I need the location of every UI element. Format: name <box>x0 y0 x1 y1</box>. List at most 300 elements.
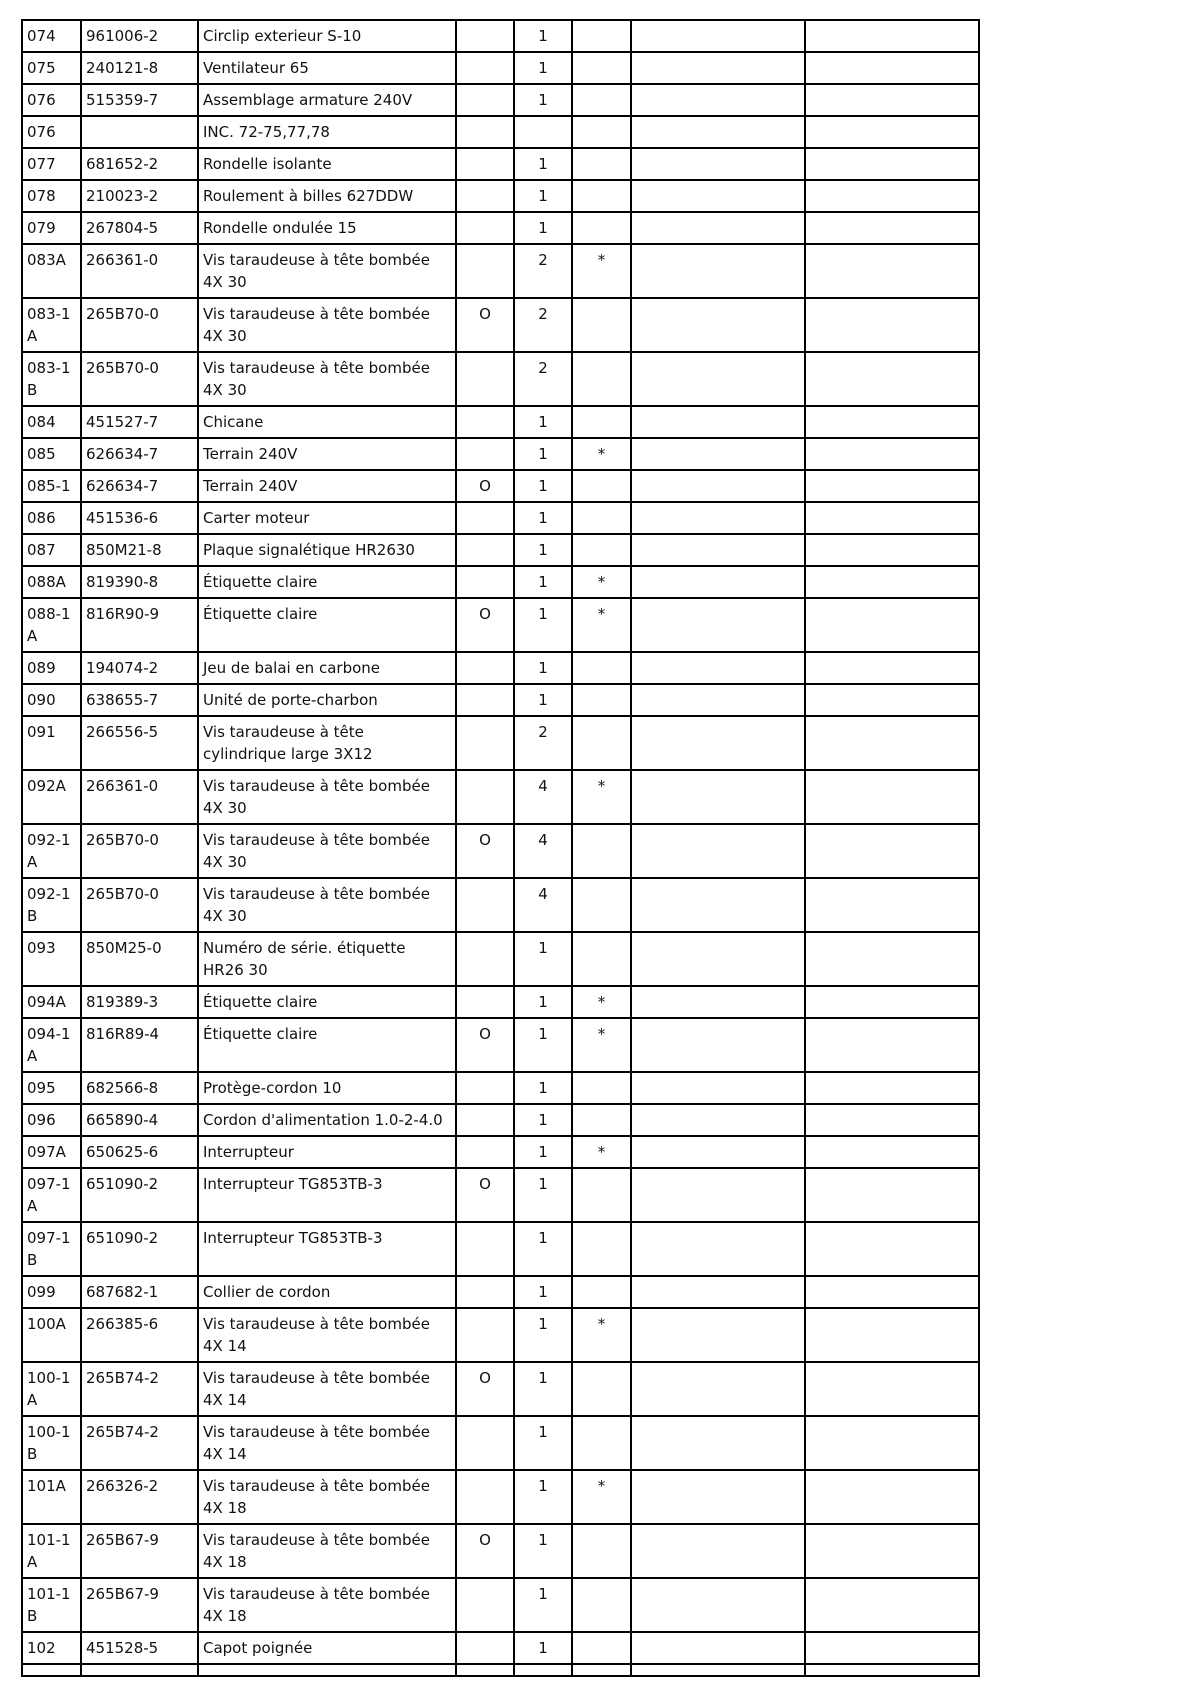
blank-cell-b <box>805 470 979 502</box>
quantity-cell: 1 <box>514 438 572 470</box>
option-cell <box>456 1416 514 1470</box>
description-cell: Étiquette claire <box>198 986 456 1018</box>
option-cell: O <box>456 470 514 502</box>
item-number-cell: 097-1 A <box>22 1168 81 1222</box>
option-cell <box>456 770 514 824</box>
option-cell <box>456 534 514 566</box>
quantity-cell: 1 <box>514 470 572 502</box>
item-number-cell: 088A <box>22 566 81 598</box>
option-cell <box>456 1136 514 1168</box>
item-number-cell: 100-1 A <box>22 1362 81 1416</box>
item-number-cell: 085 <box>22 438 81 470</box>
quantity-cell: 1 <box>514 502 572 534</box>
note-mark-cell <box>572 1578 631 1632</box>
note-mark-cell: * <box>572 1018 631 1072</box>
blank-cell-a <box>631 770 805 824</box>
item-number-cell: 085-1 <box>22 470 81 502</box>
table-row <box>22 534 979 566</box>
note-mark-cell <box>572 352 631 406</box>
blank-cell-a <box>631 1072 805 1104</box>
table-row <box>22 52 979 84</box>
blank-cell-a <box>631 566 805 598</box>
blank-cell-a <box>631 1524 805 1578</box>
blank-cell-b <box>805 1664 979 1676</box>
table-row <box>22 1276 979 1308</box>
blank-cell-a <box>631 438 805 470</box>
note-mark-cell <box>572 84 631 116</box>
description-cell: Vis taraudeuse à tête bombée 4X 14 <box>198 1362 456 1416</box>
blank-cell-a <box>631 1308 805 1362</box>
item-number-cell: 092A <box>22 770 81 824</box>
item-number-cell: 088-1 A <box>22 598 81 652</box>
quantity-cell: 1 <box>514 52 572 84</box>
table-row <box>22 878 979 932</box>
table-row <box>22 470 979 502</box>
blank-cell-b <box>805 598 979 652</box>
table-row <box>22 116 979 148</box>
description-cell: Étiquette claire <box>198 566 456 598</box>
description-cell: Assemblage armature 240V <box>198 84 456 116</box>
option-cell <box>456 352 514 406</box>
table-row <box>22 1632 979 1664</box>
blank-cell-b <box>805 566 979 598</box>
part-number-cell: 265B74-2 <box>81 1416 198 1470</box>
item-number-cell <box>22 1664 81 1676</box>
blank-cell-b <box>805 84 979 116</box>
table-row <box>22 502 979 534</box>
option-cell <box>456 1308 514 1362</box>
part-number-cell: 451527-7 <box>81 406 198 438</box>
blank-cell-b <box>805 986 979 1018</box>
blank-cell-a <box>631 932 805 986</box>
blank-cell-a <box>631 84 805 116</box>
note-mark-cell: * <box>572 1470 631 1524</box>
note-mark-cell: * <box>572 244 631 298</box>
description-cell: Carter moteur <box>198 502 456 534</box>
option-cell <box>456 148 514 180</box>
blank-cell-b <box>805 824 979 878</box>
quantity-cell: 2 <box>514 352 572 406</box>
note-mark-cell <box>572 878 631 932</box>
description-cell: Rondelle ondulée 15 <box>198 212 456 244</box>
description-cell: Interrupteur TG853TB-3 <box>198 1222 456 1276</box>
quantity-cell: 1 <box>514 1136 572 1168</box>
part-number-cell: 626634-7 <box>81 438 198 470</box>
part-number-cell: 266361-0 <box>81 770 198 824</box>
part-number-cell: 638655-7 <box>81 684 198 716</box>
option-cell <box>456 1664 514 1676</box>
table-row <box>22 1104 979 1136</box>
option-cell: O <box>456 598 514 652</box>
blank-cell-b <box>805 1276 979 1308</box>
description-cell: Cordon d'alimentation 1.0-2-4.0 <box>198 1104 456 1136</box>
quantity-cell: 1 <box>514 932 572 986</box>
note-mark-cell <box>572 1664 631 1676</box>
option-cell <box>456 1276 514 1308</box>
table-row <box>22 598 979 652</box>
part-number-cell: 651090-2 <box>81 1222 198 1276</box>
option-cell: O <box>456 1018 514 1072</box>
table-row <box>22 1524 979 1578</box>
note-mark-cell: * <box>572 438 631 470</box>
blank-cell-a <box>631 20 805 52</box>
blank-cell-a <box>631 652 805 684</box>
description-cell: Étiquette claire <box>198 598 456 652</box>
part-number-cell: 194074-2 <box>81 652 198 684</box>
option-cell <box>456 1104 514 1136</box>
description-cell: Vis taraudeuse à tête bombée 4X 18 <box>198 1470 456 1524</box>
note-mark-cell <box>572 1362 631 1416</box>
quantity-cell: 1 <box>514 534 572 566</box>
quantity-cell: 1 <box>514 1416 572 1470</box>
quantity-cell: 1 <box>514 652 572 684</box>
blank-cell-b <box>805 652 979 684</box>
description-cell: Étiquette claire <box>198 1018 456 1072</box>
description-cell: Vis taraudeuse à tête bombée 4X 14 <box>198 1308 456 1362</box>
description-cell: Jeu de balai en carbone <box>198 652 456 684</box>
quantity-cell: 2 <box>514 716 572 770</box>
item-number-cell: 079 <box>22 212 81 244</box>
quantity-cell: 1 <box>514 1072 572 1104</box>
option-cell <box>456 878 514 932</box>
table-row <box>22 84 979 116</box>
blank-cell-a <box>631 244 805 298</box>
blank-cell-a <box>631 824 805 878</box>
table-row <box>22 1362 979 1416</box>
note-mark-cell: * <box>572 1136 631 1168</box>
blank-cell-a <box>631 1276 805 1308</box>
item-number-cell: 097-1 B <box>22 1222 81 1276</box>
blank-cell-a <box>631 352 805 406</box>
blank-cell-b <box>805 878 979 932</box>
note-mark-cell <box>572 52 631 84</box>
note-mark-cell <box>572 534 631 566</box>
item-number-cell: 101A <box>22 1470 81 1524</box>
quantity-cell: 1 <box>514 84 572 116</box>
part-number-cell: 210023-2 <box>81 180 198 212</box>
description-cell: Vis taraudeuse à tête cylindrique large 3X12 <box>198 716 456 770</box>
description-cell: Numéro de série. étiquette HR26 30 <box>198 932 456 986</box>
item-number-cell: 077 <box>22 148 81 180</box>
blank-cell-b <box>805 148 979 180</box>
quantity-cell: 1 <box>514 1018 572 1072</box>
quantity-cell: 1 <box>514 598 572 652</box>
description-cell: Vis taraudeuse à tête bombée 4X 30 <box>198 878 456 932</box>
part-number-cell: 265B70-0 <box>81 824 198 878</box>
quantity-cell <box>514 116 572 148</box>
description-cell: Vis taraudeuse à tête bombée 4X 30 <box>198 298 456 352</box>
quantity-cell: 4 <box>514 824 572 878</box>
part-number-cell: 515359-7 <box>81 84 198 116</box>
table-row <box>22 1072 979 1104</box>
part-number-cell: 266385-6 <box>81 1308 198 1362</box>
option-cell <box>456 244 514 298</box>
part-number-cell <box>81 1664 198 1676</box>
option-cell <box>456 1072 514 1104</box>
note-mark-cell <box>572 470 631 502</box>
item-number-cell: 100-1 B <box>22 1416 81 1470</box>
item-number-cell: 084 <box>22 406 81 438</box>
option-cell <box>456 566 514 598</box>
part-number-cell: 816R90-9 <box>81 598 198 652</box>
blank-cell-b <box>805 116 979 148</box>
table-row <box>22 180 979 212</box>
blank-cell-b <box>805 1578 979 1632</box>
part-number-cell: 650625-6 <box>81 1136 198 1168</box>
blank-cell-a <box>631 148 805 180</box>
option-cell <box>456 212 514 244</box>
part-number-cell: 266361-0 <box>81 244 198 298</box>
item-number-cell: 090 <box>22 684 81 716</box>
table-row <box>22 684 979 716</box>
part-number-cell: 265B67-9 <box>81 1524 198 1578</box>
item-number-cell: 089 <box>22 652 81 684</box>
blank-cell-a <box>631 406 805 438</box>
parts-table <box>21 19 980 1677</box>
item-number-cell: 086 <box>22 502 81 534</box>
item-number-cell: 095 <box>22 1072 81 1104</box>
blank-cell-a <box>631 212 805 244</box>
note-mark-cell <box>572 1632 631 1664</box>
table-row <box>22 566 979 598</box>
option-cell <box>456 716 514 770</box>
blank-cell-b <box>805 352 979 406</box>
item-number-cell: 092-1 B <box>22 878 81 932</box>
quantity-cell: 1 <box>514 212 572 244</box>
blank-cell-b <box>805 1136 979 1168</box>
blank-cell-b <box>805 534 979 566</box>
item-number-cell: 101-1 A <box>22 1524 81 1578</box>
note-mark-cell <box>572 1222 631 1276</box>
blank-cell-b <box>805 932 979 986</box>
part-number-cell: 240121-8 <box>81 52 198 84</box>
blank-cell-a <box>631 116 805 148</box>
table-row <box>22 1578 979 1632</box>
note-mark-cell <box>572 180 631 212</box>
part-number-cell: 451528-5 <box>81 1632 198 1664</box>
item-number-cell: 099 <box>22 1276 81 1308</box>
option-cell <box>456 684 514 716</box>
table-row <box>22 1168 979 1222</box>
note-mark-cell <box>572 1168 631 1222</box>
description-cell: Circlip exterieur S-10 <box>198 20 456 52</box>
note-mark-cell <box>572 116 631 148</box>
option-cell <box>456 1470 514 1524</box>
part-number-cell: 265B70-0 <box>81 352 198 406</box>
part-number-cell: 265B70-0 <box>81 878 198 932</box>
part-number-cell: 816R89-4 <box>81 1018 198 1072</box>
blank-cell-b <box>805 1168 979 1222</box>
quantity-cell: 1 <box>514 1632 572 1664</box>
blank-cell-b <box>805 52 979 84</box>
blank-cell-b <box>805 1470 979 1524</box>
parts-table-body <box>22 20 979 1676</box>
option-cell <box>456 116 514 148</box>
blank-cell-a <box>631 1632 805 1664</box>
note-mark-cell <box>572 1072 631 1104</box>
part-number-cell: 850M21-8 <box>81 534 198 566</box>
table-row <box>22 652 979 684</box>
blank-cell-a <box>631 1018 805 1072</box>
quantity-cell: 2 <box>514 244 572 298</box>
blank-cell-b <box>805 1524 979 1578</box>
part-number-cell: 819389-3 <box>81 986 198 1018</box>
description-cell <box>198 1664 456 1676</box>
blank-cell-b <box>805 180 979 212</box>
table-row <box>22 1470 979 1524</box>
table-row <box>22 1018 979 1072</box>
part-number-cell: 265B67-9 <box>81 1578 198 1632</box>
blank-cell-a <box>631 986 805 1018</box>
description-cell: Vis taraudeuse à tête bombée 4X 14 <box>198 1416 456 1470</box>
blank-cell-a <box>631 502 805 534</box>
part-number-cell: 451536-6 <box>81 502 198 534</box>
quantity-cell: 4 <box>514 878 572 932</box>
item-number-cell: 087 <box>22 534 81 566</box>
blank-cell-a <box>631 1664 805 1676</box>
option-cell <box>456 932 514 986</box>
description-cell: Ventilateur 65 <box>198 52 456 84</box>
description-cell: Vis taraudeuse à tête bombée 4X 30 <box>198 824 456 878</box>
blank-cell-a <box>631 598 805 652</box>
part-number-cell: 265B70-0 <box>81 298 198 352</box>
option-cell: O <box>456 824 514 878</box>
item-number-cell: 097A <box>22 1136 81 1168</box>
option-cell <box>456 986 514 1018</box>
blank-cell-b <box>805 1018 979 1072</box>
note-mark-cell <box>572 1104 631 1136</box>
table-row <box>22 770 979 824</box>
blank-cell-a <box>631 1578 805 1632</box>
item-number-cell: 094A <box>22 986 81 1018</box>
description-cell: Plaque signalétique HR2630 <box>198 534 456 566</box>
option-cell <box>456 1578 514 1632</box>
part-number-cell: 687682-1 <box>81 1276 198 1308</box>
note-mark-cell: * <box>572 1308 631 1362</box>
part-number-cell: 266556-5 <box>81 716 198 770</box>
quantity-cell: 1 <box>514 406 572 438</box>
part-number-cell: 651090-2 <box>81 1168 198 1222</box>
part-number-cell: 850M25-0 <box>81 932 198 986</box>
blank-cell-b <box>805 1104 979 1136</box>
blank-cell-b <box>805 438 979 470</box>
table-row <box>22 716 979 770</box>
table-row <box>22 1308 979 1362</box>
part-number-cell: 265B74-2 <box>81 1362 198 1416</box>
blank-cell-a <box>631 470 805 502</box>
blank-cell-b <box>805 684 979 716</box>
blank-cell-a <box>631 1416 805 1470</box>
blank-cell-b <box>805 716 979 770</box>
table-row <box>22 212 979 244</box>
note-mark-cell <box>572 148 631 180</box>
description-cell: Interrupteur TG853TB-3 <box>198 1168 456 1222</box>
blank-cell-b <box>805 1222 979 1276</box>
item-number-cell: 075 <box>22 52 81 84</box>
description-cell: Chicane <box>198 406 456 438</box>
part-number-cell: 665890-4 <box>81 1104 198 1136</box>
quantity-cell: 1 <box>514 1362 572 1416</box>
blank-cell-b <box>805 1362 979 1416</box>
note-mark-cell <box>572 1524 631 1578</box>
description-cell: Interrupteur <box>198 1136 456 1168</box>
item-number-cell: 076 <box>22 116 81 148</box>
part-number-cell <box>81 116 198 148</box>
blank-cell-a <box>631 1470 805 1524</box>
blank-cell-a <box>631 1168 805 1222</box>
note-mark-cell <box>572 684 631 716</box>
note-mark-cell <box>572 716 631 770</box>
part-number-cell: 961006-2 <box>81 20 198 52</box>
blank-cell-b <box>805 1416 979 1470</box>
note-mark-cell <box>572 824 631 878</box>
note-mark-cell <box>572 212 631 244</box>
table-row <box>22 148 979 180</box>
part-number-cell: 626634-7 <box>81 470 198 502</box>
description-cell: Vis taraudeuse à tête bombée 4X 30 <box>198 352 456 406</box>
item-number-cell: 096 <box>22 1104 81 1136</box>
item-number-cell: 093 <box>22 932 81 986</box>
option-cell <box>456 20 514 52</box>
quantity-cell: 1 <box>514 986 572 1018</box>
description-cell: Capot poignée <box>198 1632 456 1664</box>
option-cell: O <box>456 298 514 352</box>
blank-cell-b <box>805 406 979 438</box>
blank-cell-b <box>805 1632 979 1664</box>
blank-cell-b <box>805 1072 979 1104</box>
table-row <box>22 1136 979 1168</box>
blank-cell-a <box>631 52 805 84</box>
blank-cell-b <box>805 244 979 298</box>
quantity-cell: 1 <box>514 1104 572 1136</box>
item-number-cell: 083-1 B <box>22 352 81 406</box>
description-cell: Rondelle isolante <box>198 148 456 180</box>
table-row <box>22 244 979 298</box>
item-number-cell: 078 <box>22 180 81 212</box>
option-cell <box>456 1222 514 1276</box>
option-cell <box>456 502 514 534</box>
blank-cell-b <box>805 502 979 534</box>
quantity-cell: 1 <box>514 566 572 598</box>
blank-cell-a <box>631 1104 805 1136</box>
item-number-cell: 074 <box>22 20 81 52</box>
blank-cell-a <box>631 1362 805 1416</box>
table-row <box>22 932 979 986</box>
part-number-cell: 819390-8 <box>81 566 198 598</box>
note-mark-cell <box>572 932 631 986</box>
blank-cell-a <box>631 1136 805 1168</box>
option-cell <box>456 438 514 470</box>
description-cell: Collier de cordon <box>198 1276 456 1308</box>
quantity-cell: 1 <box>514 1168 572 1222</box>
description-cell: Vis taraudeuse à tête bombée 4X 30 <box>198 770 456 824</box>
table-row <box>22 406 979 438</box>
note-mark-cell: * <box>572 598 631 652</box>
option-cell <box>456 84 514 116</box>
quantity-cell: 1 <box>514 1308 572 1362</box>
note-mark-cell <box>572 1416 631 1470</box>
table-row <box>22 1416 979 1470</box>
note-mark-cell <box>572 502 631 534</box>
item-number-cell: 102 <box>22 1632 81 1664</box>
part-number-cell: 267804-5 <box>81 212 198 244</box>
description-cell: INC. 72-75,77,78 <box>198 116 456 148</box>
blank-cell-a <box>631 180 805 212</box>
item-number-cell: 083-1 A <box>22 298 81 352</box>
blank-cell-a <box>631 878 805 932</box>
note-mark-cell: * <box>572 986 631 1018</box>
part-number-cell: 266326-2 <box>81 1470 198 1524</box>
